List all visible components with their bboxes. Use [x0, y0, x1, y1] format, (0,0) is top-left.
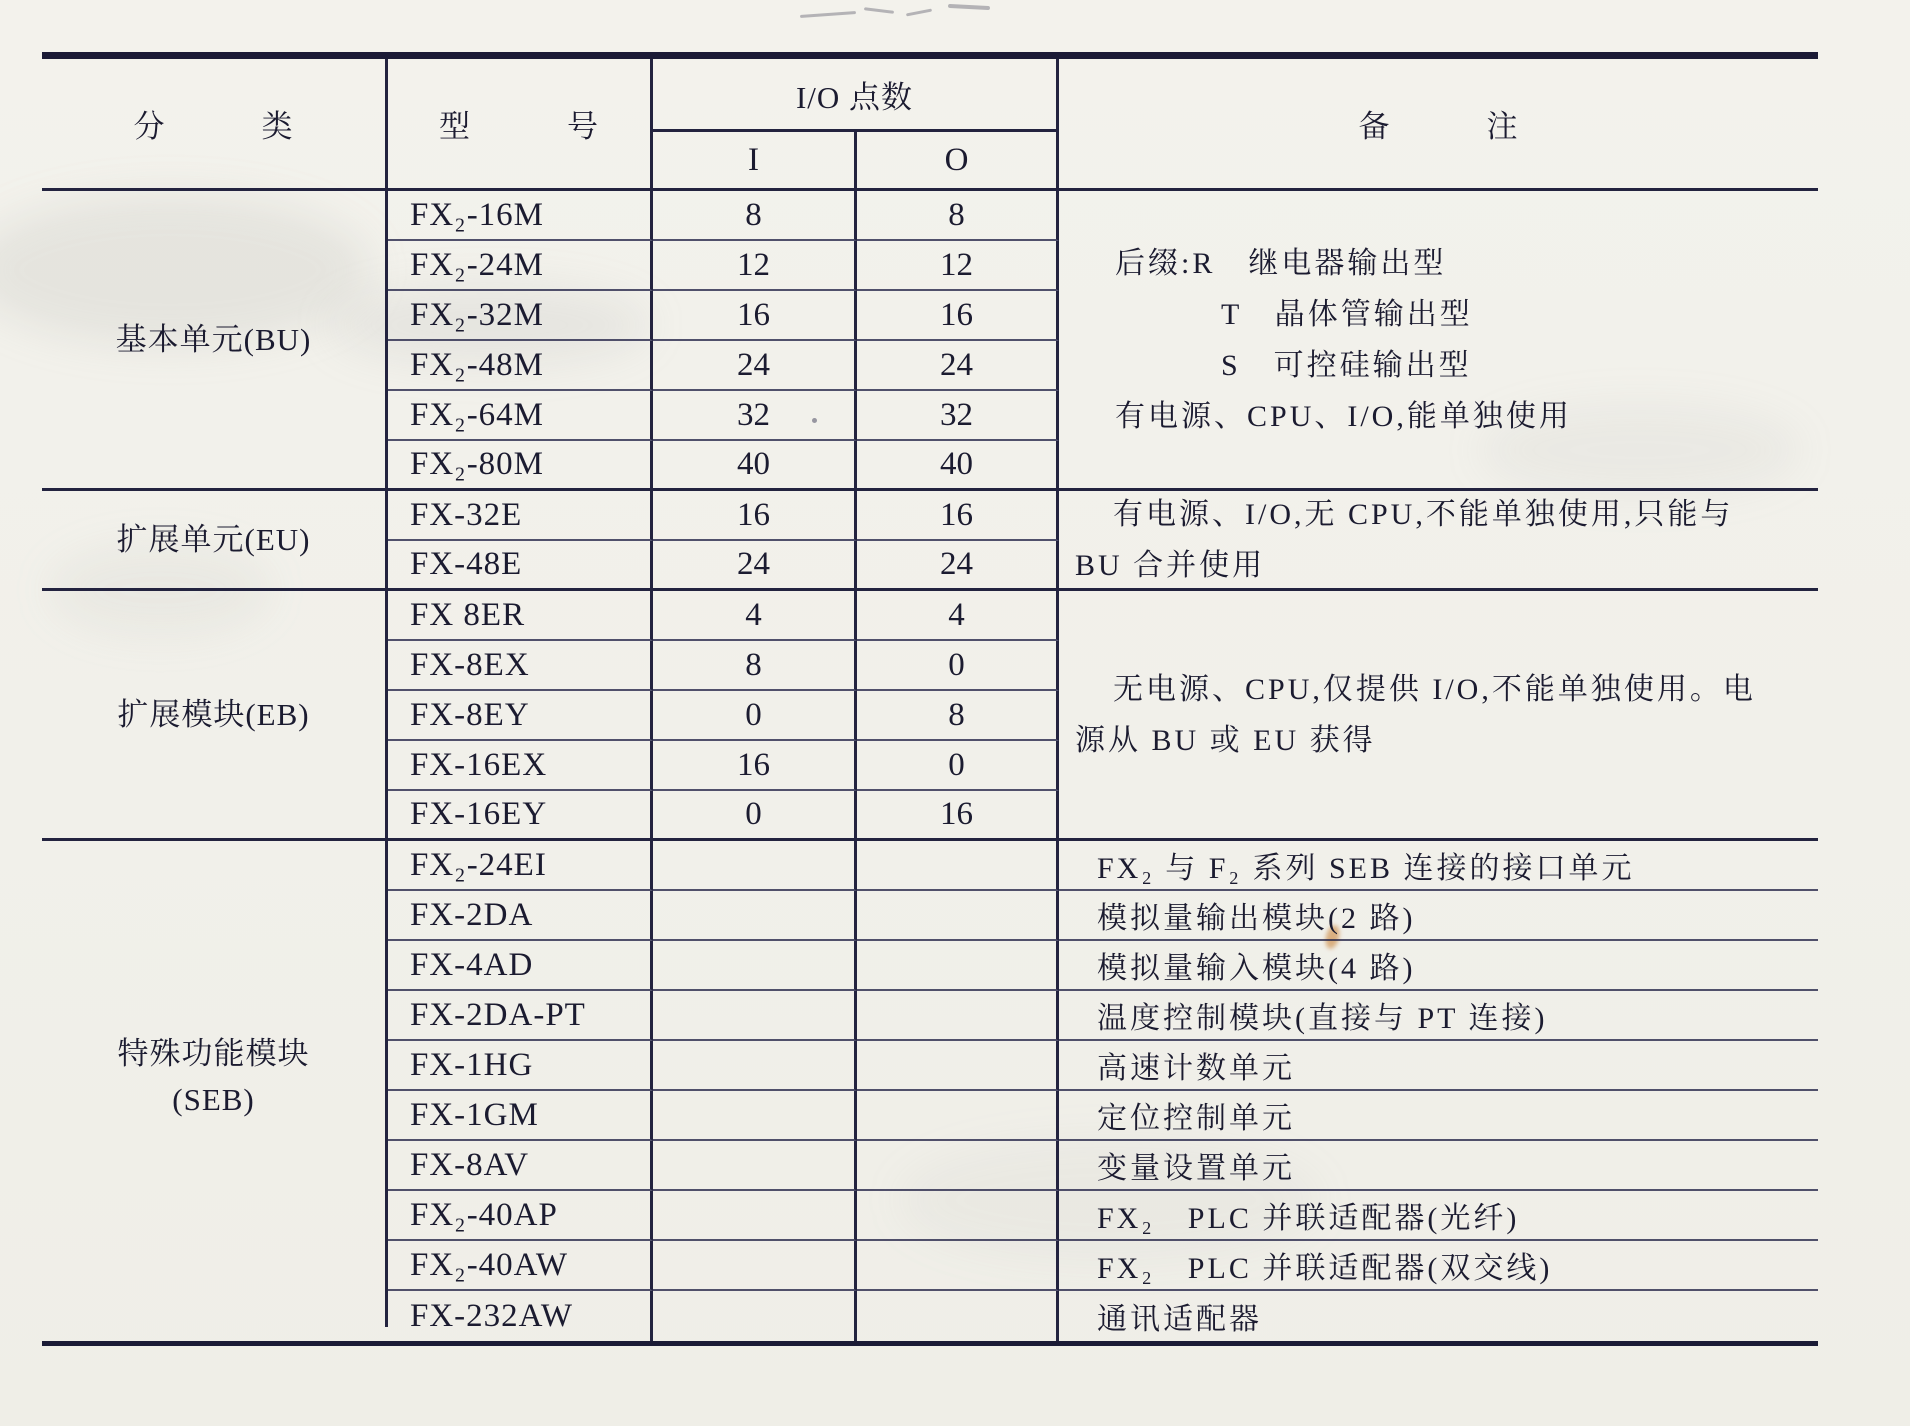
model-cell: FX-4AD — [388, 941, 653, 991]
remark-cell: 变量设置单元 — [1059, 1141, 1818, 1191]
remark-cell: 模拟量输入模块(4 路) — [1059, 941, 1818, 991]
input-count-cell — [653, 1141, 857, 1191]
input-count-cell: 16 — [653, 291, 857, 341]
category-label: 特殊功能模块 — [117, 1036, 310, 1071]
output-count-cell: 16 — [857, 791, 1059, 841]
input-count-cell — [653, 1191, 857, 1241]
header-remark: 备 注 — [1059, 59, 1818, 191]
header-model: 型 号 — [388, 59, 653, 191]
category-label: 扩展单元(EU) — [116, 521, 311, 557]
remark-line: 后缀:R 继电器输出型 — [1115, 246, 1447, 280]
output-count-cell: 12 — [857, 241, 1059, 291]
output-count-cell: 40 — [857, 441, 1059, 491]
model-cell: FX₂-24EI — [388, 841, 653, 891]
pencil-marks — [948, 4, 990, 10]
input-count-cell: 0 — [653, 691, 857, 741]
model-cell: FX-2DA — [388, 891, 653, 941]
output-count-cell — [857, 1191, 1059, 1241]
output-count-cell — [857, 1141, 1059, 1191]
header-io-output: O — [857, 132, 1059, 191]
input-count-cell — [653, 841, 857, 891]
input-count-cell: 40 — [653, 441, 857, 491]
model-cell: FX₂-24M — [388, 241, 653, 291]
remark-cell: FX₂ PLC 并联适配器(光纤) — [1059, 1191, 1818, 1241]
category-label: 扩展模块(EB) — [117, 696, 310, 732]
input-count-cell: 16 — [653, 491, 857, 541]
model-cell: FX-16EX — [388, 741, 653, 791]
input-count-cell — [653, 1041, 857, 1091]
input-count-cell: 24 — [653, 341, 857, 391]
output-count-cell: 0 — [857, 641, 1059, 691]
input-count-cell — [653, 1291, 857, 1341]
output-count-cell — [857, 1291, 1059, 1341]
remark-line: 源从 BU 或 EU 获得 — [1075, 723, 1376, 757]
remark-extension-block — [1059, 591, 1818, 841]
model-cell: FX₂-16M — [388, 191, 653, 241]
output-count-cell: 4 — [857, 591, 1059, 641]
output-count-cell: 24 — [857, 341, 1059, 391]
input-count-cell: 0 — [653, 791, 857, 841]
category-basic-unit — [42, 191, 388, 491]
remark-line: 有电源、I/O,无 CPU,不能单独使用,只能与 — [1113, 497, 1734, 531]
output-count-cell — [857, 1091, 1059, 1141]
model-cell: FX-16EY — [388, 791, 653, 841]
input-count-cell: 4 — [653, 591, 857, 641]
input-count-cell — [653, 1091, 857, 1141]
header-io-input: I — [653, 132, 857, 191]
category-label: 基本单元(BU) — [115, 321, 312, 357]
input-count-cell: 12 — [653, 241, 857, 291]
input-count-cell: 8 — [653, 641, 857, 691]
model-cell: FX-232AW — [388, 1291, 653, 1341]
output-count-cell — [857, 1241, 1059, 1291]
output-count-cell: 16 — [857, 291, 1059, 341]
category-extension-block — [42, 591, 388, 841]
input-count-cell — [653, 941, 857, 991]
pencil-marks — [864, 7, 894, 14]
input-count-cell: 8 — [653, 191, 857, 241]
input-count-cell — [653, 1241, 857, 1291]
model-cell: FX₂-40AW — [388, 1241, 653, 1291]
header-category: 分 类 — [42, 59, 388, 191]
output-count-cell: 8 — [857, 191, 1059, 241]
model-cell: FX-1HG — [388, 1041, 653, 1091]
category-label: (SEB) — [172, 1082, 255, 1117]
model-cell: FX₂-64M — [388, 391, 653, 441]
model-cell: FX₂-80M — [388, 441, 653, 491]
input-count-cell: 32 — [653, 391, 857, 441]
output-count-cell — [857, 891, 1059, 941]
output-count-cell: 8 — [857, 691, 1059, 741]
model-cell: FX₂-48M — [388, 341, 653, 391]
remark-line: S 可控硅输出型 — [1221, 348, 1472, 382]
model-cell: FX-8EX — [388, 641, 653, 691]
output-count-cell: 16 — [857, 491, 1059, 541]
remark-line: 有电源、CPU、I/O,能单独使用 — [1115, 399, 1572, 433]
pencil-marks — [906, 9, 932, 17]
model-cell: FX-32E — [388, 491, 653, 541]
remark-cell: 高速计数单元 — [1059, 1041, 1818, 1091]
category-extension-unit — [42, 491, 388, 591]
pencil-marks — [800, 11, 856, 18]
remark-cell: 模拟量输出模块(2 路) — [1059, 891, 1818, 941]
model-cell: FX 8ER — [388, 591, 653, 641]
header-io-group: I/O 点数 — [653, 59, 1059, 132]
input-count-cell: 24 — [653, 541, 857, 591]
output-count-cell — [857, 841, 1059, 891]
remark-cell: 温度控制模块(直接与 PT 连接) — [1059, 991, 1818, 1041]
model-cell: FX-48E — [388, 541, 653, 591]
model-cell: FX-8EY — [388, 691, 653, 741]
remark-line: BU 合并使用 — [1075, 548, 1266, 582]
remark-extension-unit — [1059, 491, 1818, 591]
output-count-cell: 32 — [857, 391, 1059, 441]
model-cell: FX₂-32M — [388, 291, 653, 341]
output-count-cell: 0 — [857, 741, 1059, 791]
output-count-cell — [857, 991, 1059, 1041]
remark-cell: FX₂ PLC 并联适配器(双交线) — [1059, 1241, 1818, 1291]
input-count-cell — [653, 891, 857, 941]
remark-cell: 定位控制单元 — [1059, 1091, 1818, 1141]
remark-line: 无电源、CPU,仅提供 I/O,不能单独使用。电 — [1113, 672, 1756, 706]
remark-cell: 通讯适配器 — [1097, 1303, 1262, 1336]
remark-basic-unit — [1059, 191, 1818, 491]
output-count-cell: 24 — [857, 541, 1059, 591]
remark-cell: FX₂ 与 F₂ 系列 SEB 连接的接口单元 — [1059, 841, 1818, 891]
output-count-cell — [857, 1041, 1059, 1091]
input-count-cell: 16 — [653, 741, 857, 791]
category-special-function-block — [42, 827, 388, 1327]
output-count-cell — [857, 941, 1059, 991]
model-cell: FX-1GM — [388, 1091, 653, 1141]
model-cell: FX₂-40AP — [388, 1191, 653, 1241]
model-cell: FX-8AV — [388, 1141, 653, 1191]
plc-module-table — [42, 52, 1818, 1346]
remark-line: T 晶体管输出型 — [1221, 297, 1473, 331]
input-count-cell — [653, 991, 857, 1041]
model-cell: FX-2DA-PT — [388, 991, 653, 1041]
